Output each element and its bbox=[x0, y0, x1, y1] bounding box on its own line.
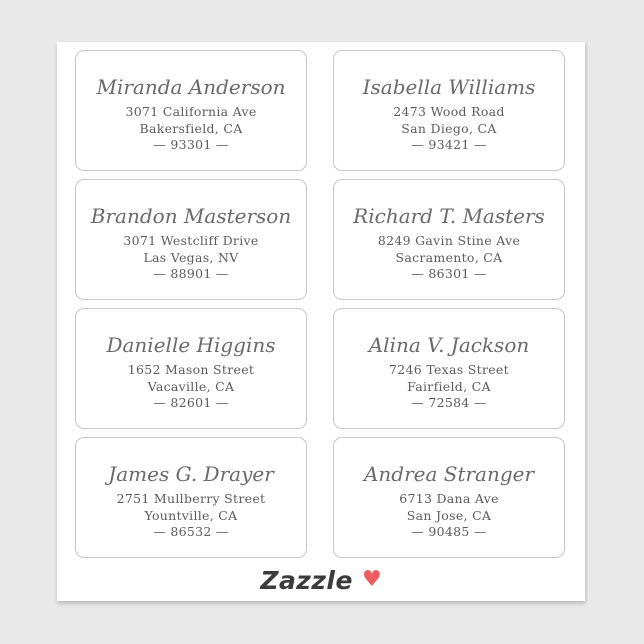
zip-line: — 86301 — bbox=[411, 266, 487, 281]
recipient-name: Alina V. Jackson bbox=[368, 333, 530, 357]
address-line-1: 2473 Wood Road bbox=[393, 104, 505, 119]
recipient-name: Richard T. Masters bbox=[353, 204, 545, 228]
address-label bbox=[75, 50, 307, 171]
zip-line: — 93421 — bbox=[411, 137, 487, 152]
zazzle-wordmark: Zazzle bbox=[260, 565, 353, 595]
zip-line: — 72584 — bbox=[411, 395, 487, 410]
zip-line: — 86532 — bbox=[153, 524, 229, 539]
address-line-1: 6713 Dana Ave bbox=[399, 491, 499, 506]
address-label bbox=[333, 308, 565, 429]
recipient-name: Andrea Stranger bbox=[363, 462, 535, 486]
brand-footer bbox=[57, 559, 585, 601]
address-label bbox=[75, 437, 307, 558]
recipient-name: Danielle Higgins bbox=[106, 333, 276, 357]
address-line-2: San Jose, CA bbox=[406, 507, 492, 523]
address-label bbox=[333, 437, 565, 558]
address-label bbox=[333, 50, 565, 171]
recipient-name: Brandon Masterson bbox=[90, 204, 292, 228]
address-line-2: Fairfield, CA bbox=[407, 378, 491, 394]
zip-line: — 90485 — bbox=[411, 524, 487, 539]
recipient-name: Isabella Williams bbox=[362, 75, 536, 99]
address-block bbox=[117, 491, 266, 541]
address-line-1: 7246 Texas Street bbox=[389, 362, 509, 377]
address-block bbox=[393, 104, 504, 154]
address-line-1: 3071 Westcliff Drive bbox=[123, 233, 259, 248]
sticker-sheet bbox=[57, 42, 585, 601]
address-line-2: Las Vegas, NV bbox=[143, 249, 239, 265]
address-label bbox=[333, 179, 565, 300]
address-line-2: Bakersfield, CA bbox=[139, 120, 243, 136]
address-line-2: San Diego, CA bbox=[401, 120, 497, 136]
zip-line: — 88901 — bbox=[153, 266, 229, 281]
address-line-1: 3071 California Ave bbox=[125, 104, 257, 119]
label-grid bbox=[75, 50, 565, 558]
heart-icon: ♥ bbox=[361, 567, 382, 592]
address-block bbox=[125, 104, 256, 154]
address-block bbox=[123, 233, 258, 283]
recipient-name: James G. Drayer bbox=[108, 462, 274, 486]
address-block bbox=[389, 362, 509, 412]
address-label bbox=[75, 308, 307, 429]
zip-line: — 93301 — bbox=[153, 137, 229, 152]
address-line-2: Vacaville, CA bbox=[147, 378, 235, 394]
address-line-1: 8249 Gavin Stine Ave bbox=[377, 233, 521, 248]
address-line-2: Yountville, CA bbox=[144, 507, 238, 523]
address-line-2: Sacramento, CA bbox=[395, 249, 503, 265]
address-block bbox=[399, 491, 499, 541]
address-line-1: 1652 Mason Street bbox=[127, 362, 255, 377]
address-block bbox=[378, 233, 520, 283]
address-line-1: 2751 Mullberry Street bbox=[116, 491, 266, 506]
address-block bbox=[128, 362, 254, 412]
address-label bbox=[75, 179, 307, 300]
zip-line: — 82601 — bbox=[153, 395, 229, 410]
recipient-name: Miranda Anderson bbox=[96, 75, 286, 99]
